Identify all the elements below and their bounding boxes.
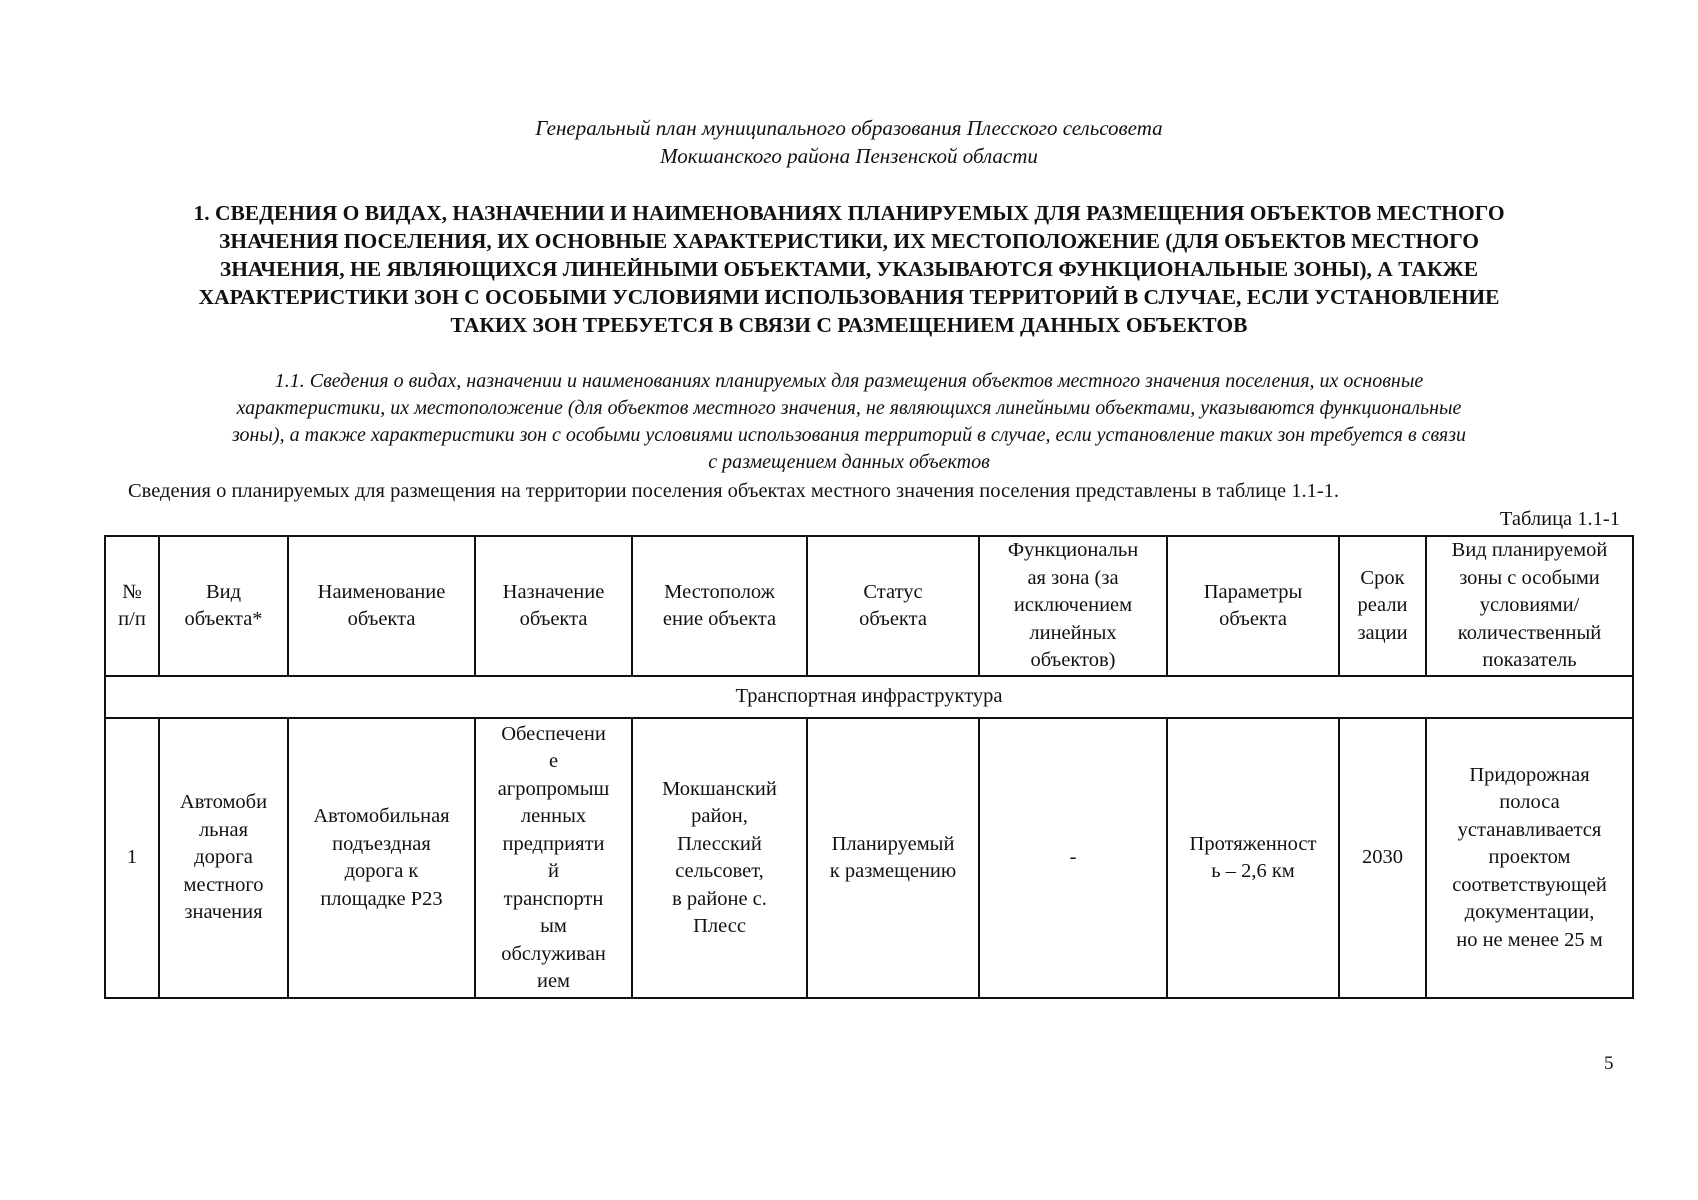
- section-title: [110, 199, 1588, 339]
- header-params: Параметры объекта: [1167, 536, 1339, 676]
- cell-params: Протяженност ь – 2,6 км: [1167, 718, 1339, 998]
- table-caption: Таблица 1.1-1: [1499, 508, 1620, 530]
- planned-objects-table: [104, 535, 1634, 999]
- table-row: [105, 718, 1633, 998]
- cell-name: Автомобильная подъездная дорога к площадке Р23: [288, 718, 475, 998]
- header-name: Наименование объекта: [288, 536, 475, 676]
- header-purpose: Назначение объекта: [475, 536, 632, 676]
- running-header-line: Мокшанского района Пензенской области: [660, 144, 1038, 168]
- section-title-line: ТАКИХ ЗОН ТРЕБУЕТСЯ В СВЯЗИ С РАЗМЕЩЕНИЕМ ДАННЫХ ОБЪЕКТОВ: [450, 313, 1248, 337]
- group-label: Транспортная инфраструктура: [105, 676, 1633, 718]
- header-number: № п/п: [105, 536, 159, 676]
- section-title-line: 1. СВЕДЕНИЯ О ВИДАХ, НАЗНАЧЕНИИ И НАИМЕНОВАНИЯХ ПЛАНИРУЕМЫХ ДЛЯ РАЗМЕЩЕНИЯ ОБЪЕКТОВ МЕСТНОГО: [193, 201, 1505, 225]
- subsection-title-line: зоны), а также характеристики зон с особыми условиями использования территорий в случае, если установление таких зон требуется в связи: [231, 424, 1467, 446]
- running-header: [0, 114, 1698, 170]
- header-special-zone: Вид планируемой зоны с особыми условиями/ количественный показатель: [1426, 536, 1633, 676]
- subsection-title-line: с размещением данных объектов: [708, 451, 990, 473]
- running-header-line: Генеральный план муниципального образования Плесского сельсовета: [535, 116, 1163, 140]
- header-status: Статус объекта: [807, 536, 979, 676]
- section-title-line: ЗНАЧЕНИЯ ПОСЕЛЕНИЯ, ИХ ОСНОВНЫЕ ХАРАКТЕРИСТИКИ, ИХ МЕСТОПОЛОЖЕНИЕ (ДЛЯ ОБЪЕКТОВ МЕСТНОГО: [219, 229, 1479, 253]
- subsection-title-line: характеристики, их местоположение (для объектов местного значения, не являющихся линейными объектами, указываются функциональные: [236, 397, 1462, 419]
- subsection-title: [110, 368, 1588, 476]
- header-type: Вид объекта*: [159, 536, 288, 676]
- intro-paragraph: Сведения о планируемых для размещения на территории поселения объектах местного значения поселения представлены в таблице 1.1-1.: [128, 480, 1340, 502]
- header-location: Местополож ение объекта: [632, 536, 807, 676]
- table-header-row: [105, 536, 1633, 676]
- cell-type: Автомоби льная дорога местного значения: [159, 718, 288, 998]
- cell-zone: -: [979, 718, 1167, 998]
- table-group-row: [105, 676, 1633, 718]
- cell-term: 2030: [1339, 718, 1426, 998]
- section-title-line: ЗНАЧЕНИЯ, НЕ ЯВЛЯЮЩИХСЯ ЛИНЕЙНЫМИ ОБЪЕКТАМИ, УКАЗЫВАЮТСЯ ФУНКЦИОНАЛЬНЫЕ ЗОНЫ), А ТАКЖЕ: [219, 257, 1479, 281]
- cell-special-zone: Придорожная полоса устанавливается проектом соответствующей документации, но не менее 25 м: [1426, 718, 1633, 998]
- section-title-line: ХАРАКТЕРИСТИКИ ЗОН С ОСОБЫМИ УСЛОВИЯМИ ИСПОЛЬЗОВАНИЯ ТЕРРИТОРИЙ В СЛУЧАЕ, ЕСЛИ УСТАНОВЛЕНИЕ: [198, 285, 1500, 309]
- page-number: 5: [1604, 1053, 1614, 1074]
- cell-status: Планируемый к размещению: [807, 718, 979, 998]
- header-term: Срок реали зации: [1339, 536, 1426, 676]
- cell-purpose: Обеспечени е агропромыш ленных предприяти й транспортн ым обслуживан ием: [475, 718, 632, 998]
- subsection-title-line: 1.1. Сведения о видах, назначении и наименованиях планируемых для размещения объектов местного значения поселения, их основные: [274, 370, 1424, 392]
- cell-number: 1: [105, 718, 159, 998]
- header-zone: Функциональн ая зона (за исключением линейных объектов): [979, 536, 1167, 676]
- cell-location: Мокшанский район, Плесский сельсовет, в районе с. Плесс: [632, 718, 807, 998]
